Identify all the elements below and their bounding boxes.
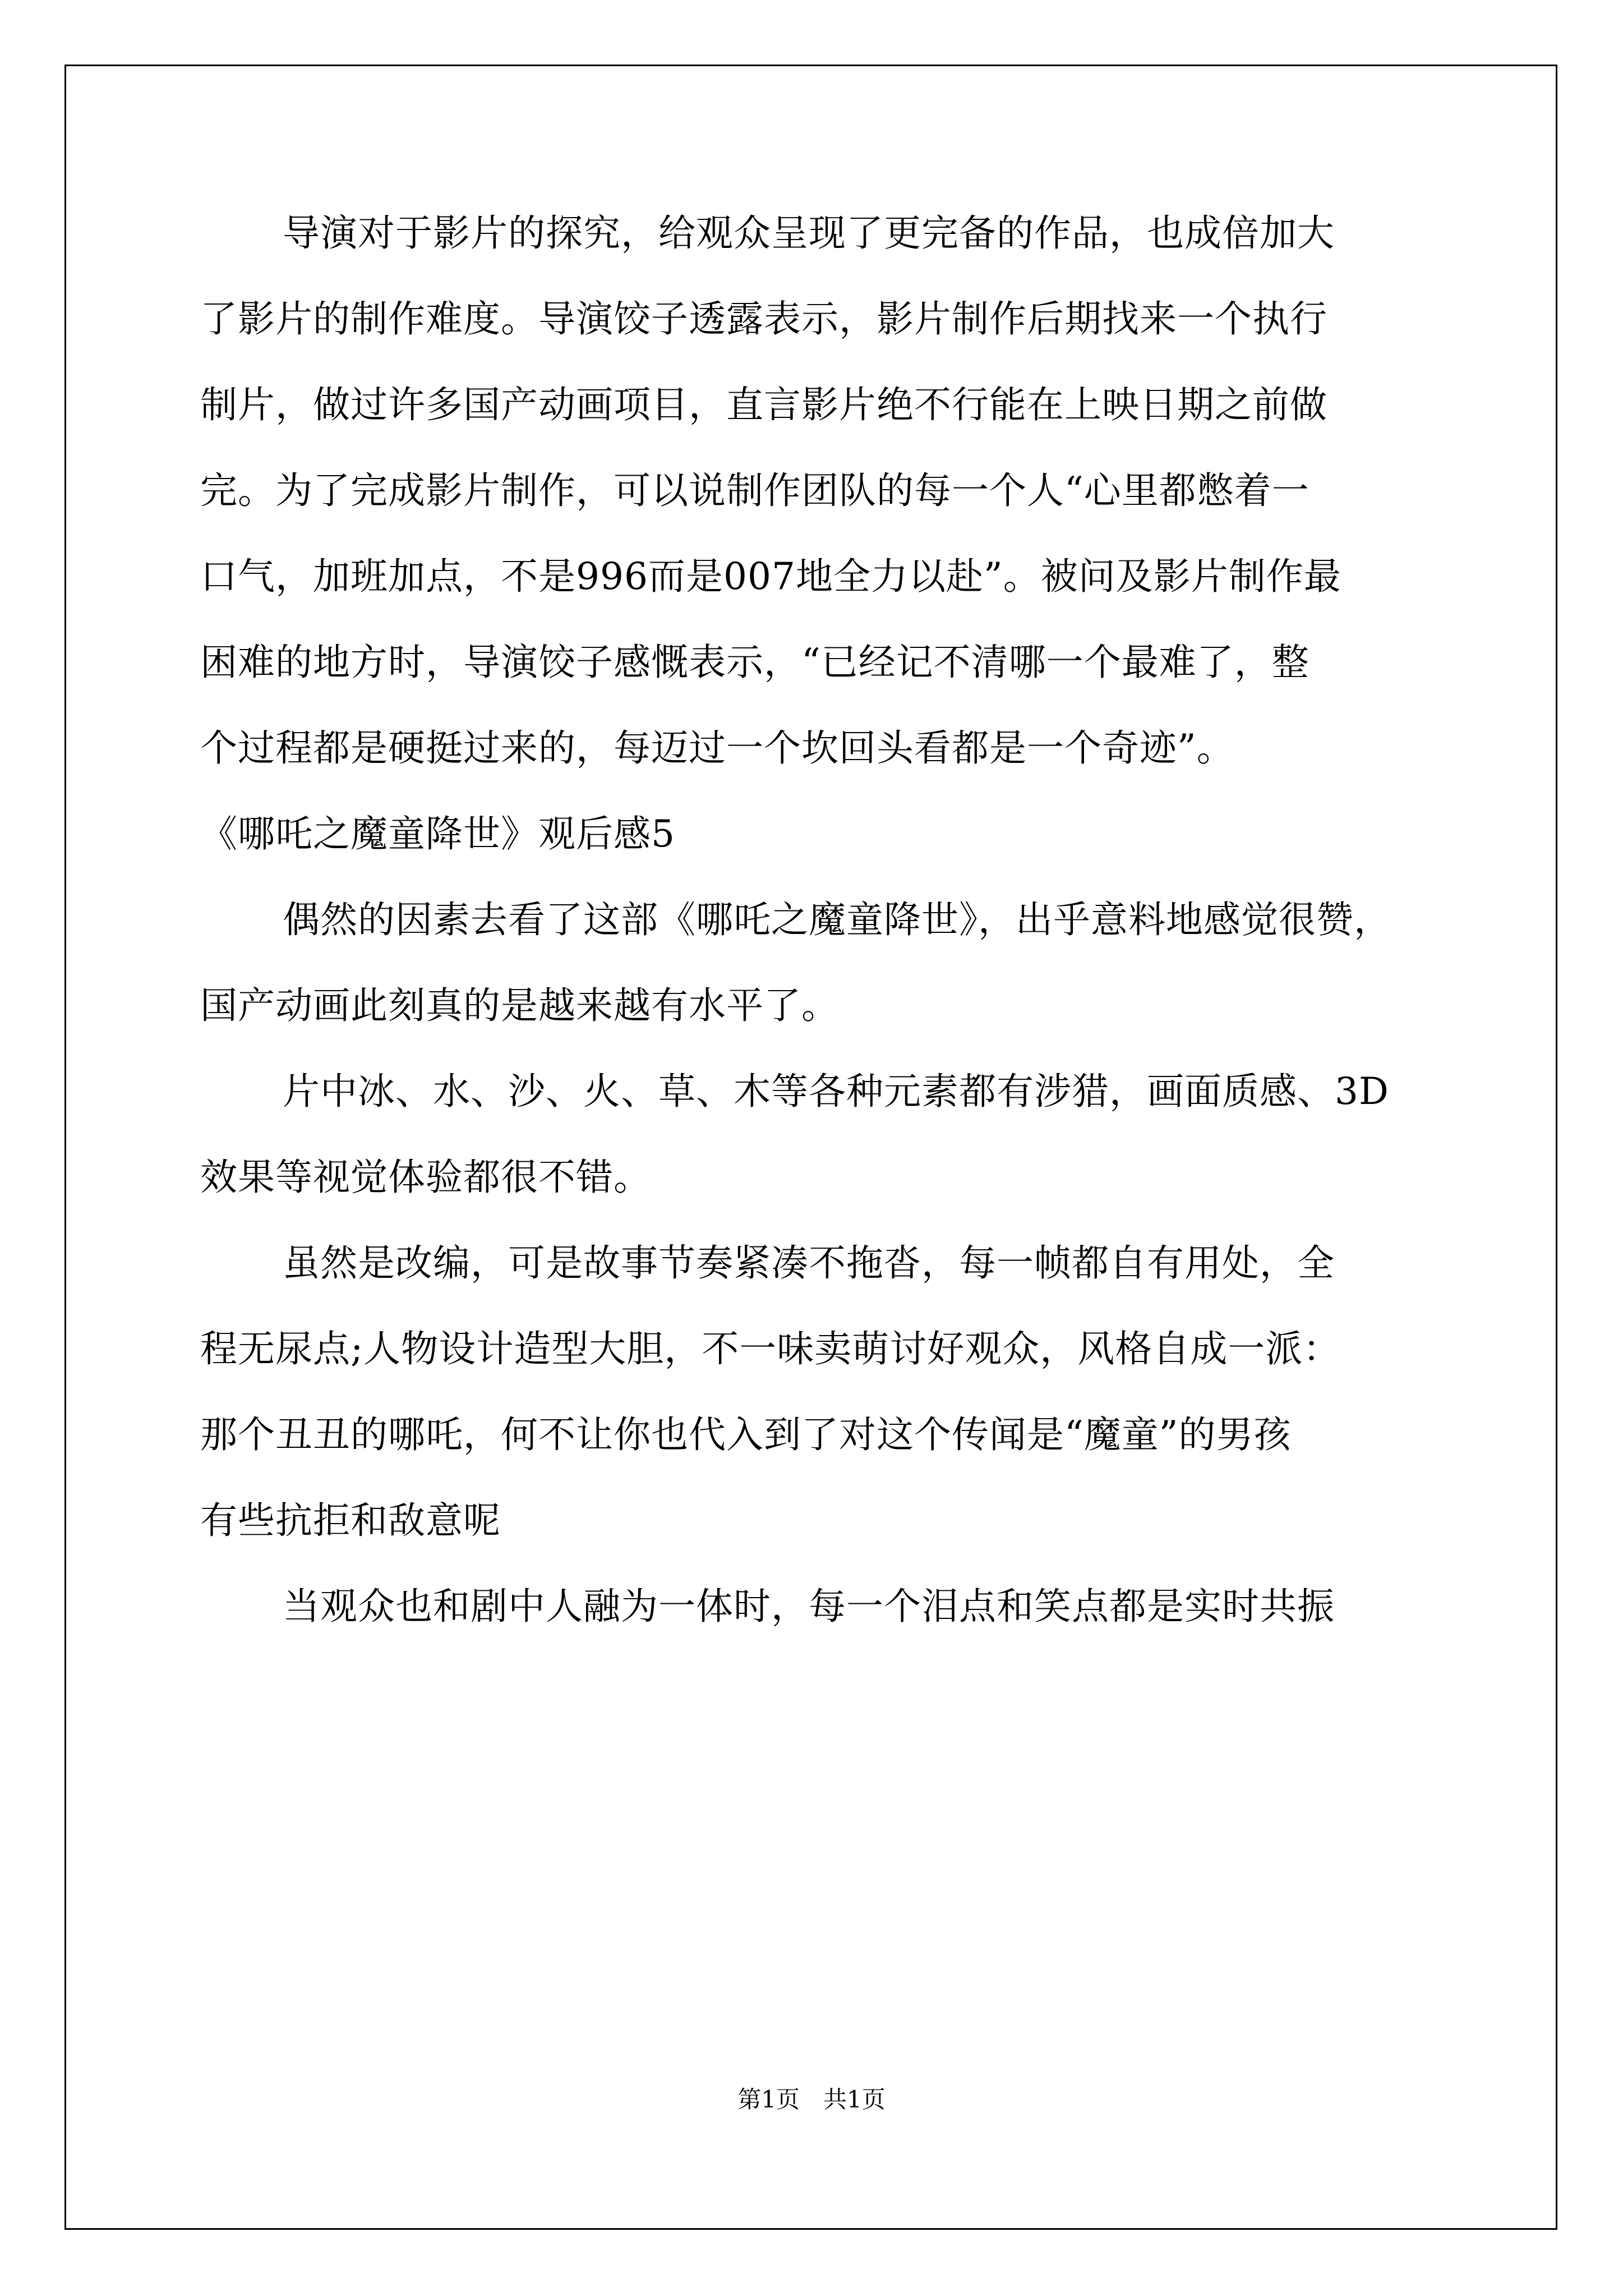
text-line: 当观众也和剧中人融为一体时，每一个泪点和笑点都是实时共振 bbox=[283, 1585, 1335, 1628]
text-line: 完。为了完成影片制作，可以说制作团队的每一个人“心里都憋着一 bbox=[200, 469, 1310, 512]
page-number-footer: 第1页 共1页 bbox=[737, 2086, 886, 2113]
text-line: 个过程都是硬挺过来的，每迈过一个坎回头看都是一个奇迹”。 bbox=[200, 726, 1234, 770]
text-line: 口气，加班加点，不是996而是007地全力以赴”。被问及影片制作最 bbox=[200, 555, 1341, 598]
text-line: 导演对于影片的探究，给观众呈现了更完备的作品，也成倍加大 bbox=[283, 211, 1335, 255]
text-line: 片中冰、水、沙、火、草、木等各种元素都有涉猎，画面质感、3D bbox=[283, 1070, 1389, 1113]
text-line: 偶然的因素去看了这部《哪吒之魔童降世》，出乎意料地感觉很赞， bbox=[283, 898, 1391, 941]
text-line: 那个丑丑的哪吒，何不让你也代入到了对这个传闻是“魔童”的男孩 bbox=[200, 1413, 1292, 1456]
text-line: 程无尿点;人物设计造型大胆，不一味卖萌讨好观众，风格自成一派： bbox=[200, 1327, 1341, 1370]
section-heading: 《哪吒之魔童降世》观后感5 bbox=[200, 812, 675, 855]
text-line: 虽然是改编，可是故事节奏紧凑不拖沓，每一帧都自有用处，全 bbox=[283, 1241, 1335, 1285]
text-line: 了影片的制作难度。导演饺子透露表示，影片制作后期找来一个执行 bbox=[200, 297, 1327, 341]
document-body bbox=[200, 210, 1423, 1669]
text-line: 效果等视觉体验都很不错。 bbox=[200, 1156, 651, 1199]
text-line: 困难的地方时，导演饺子感慨表示，“已经记不清哪一个最难了，整 bbox=[200, 641, 1310, 684]
text-line: 制片，做过许多国产动画项目，直言影片绝不行能在上映日期之前做 bbox=[200, 383, 1327, 426]
text-line: 国产动画此刻真的是越来越有水平了。 bbox=[200, 984, 839, 1027]
text-line: 有些抗拒和敌意呢 bbox=[200, 1499, 501, 1542]
